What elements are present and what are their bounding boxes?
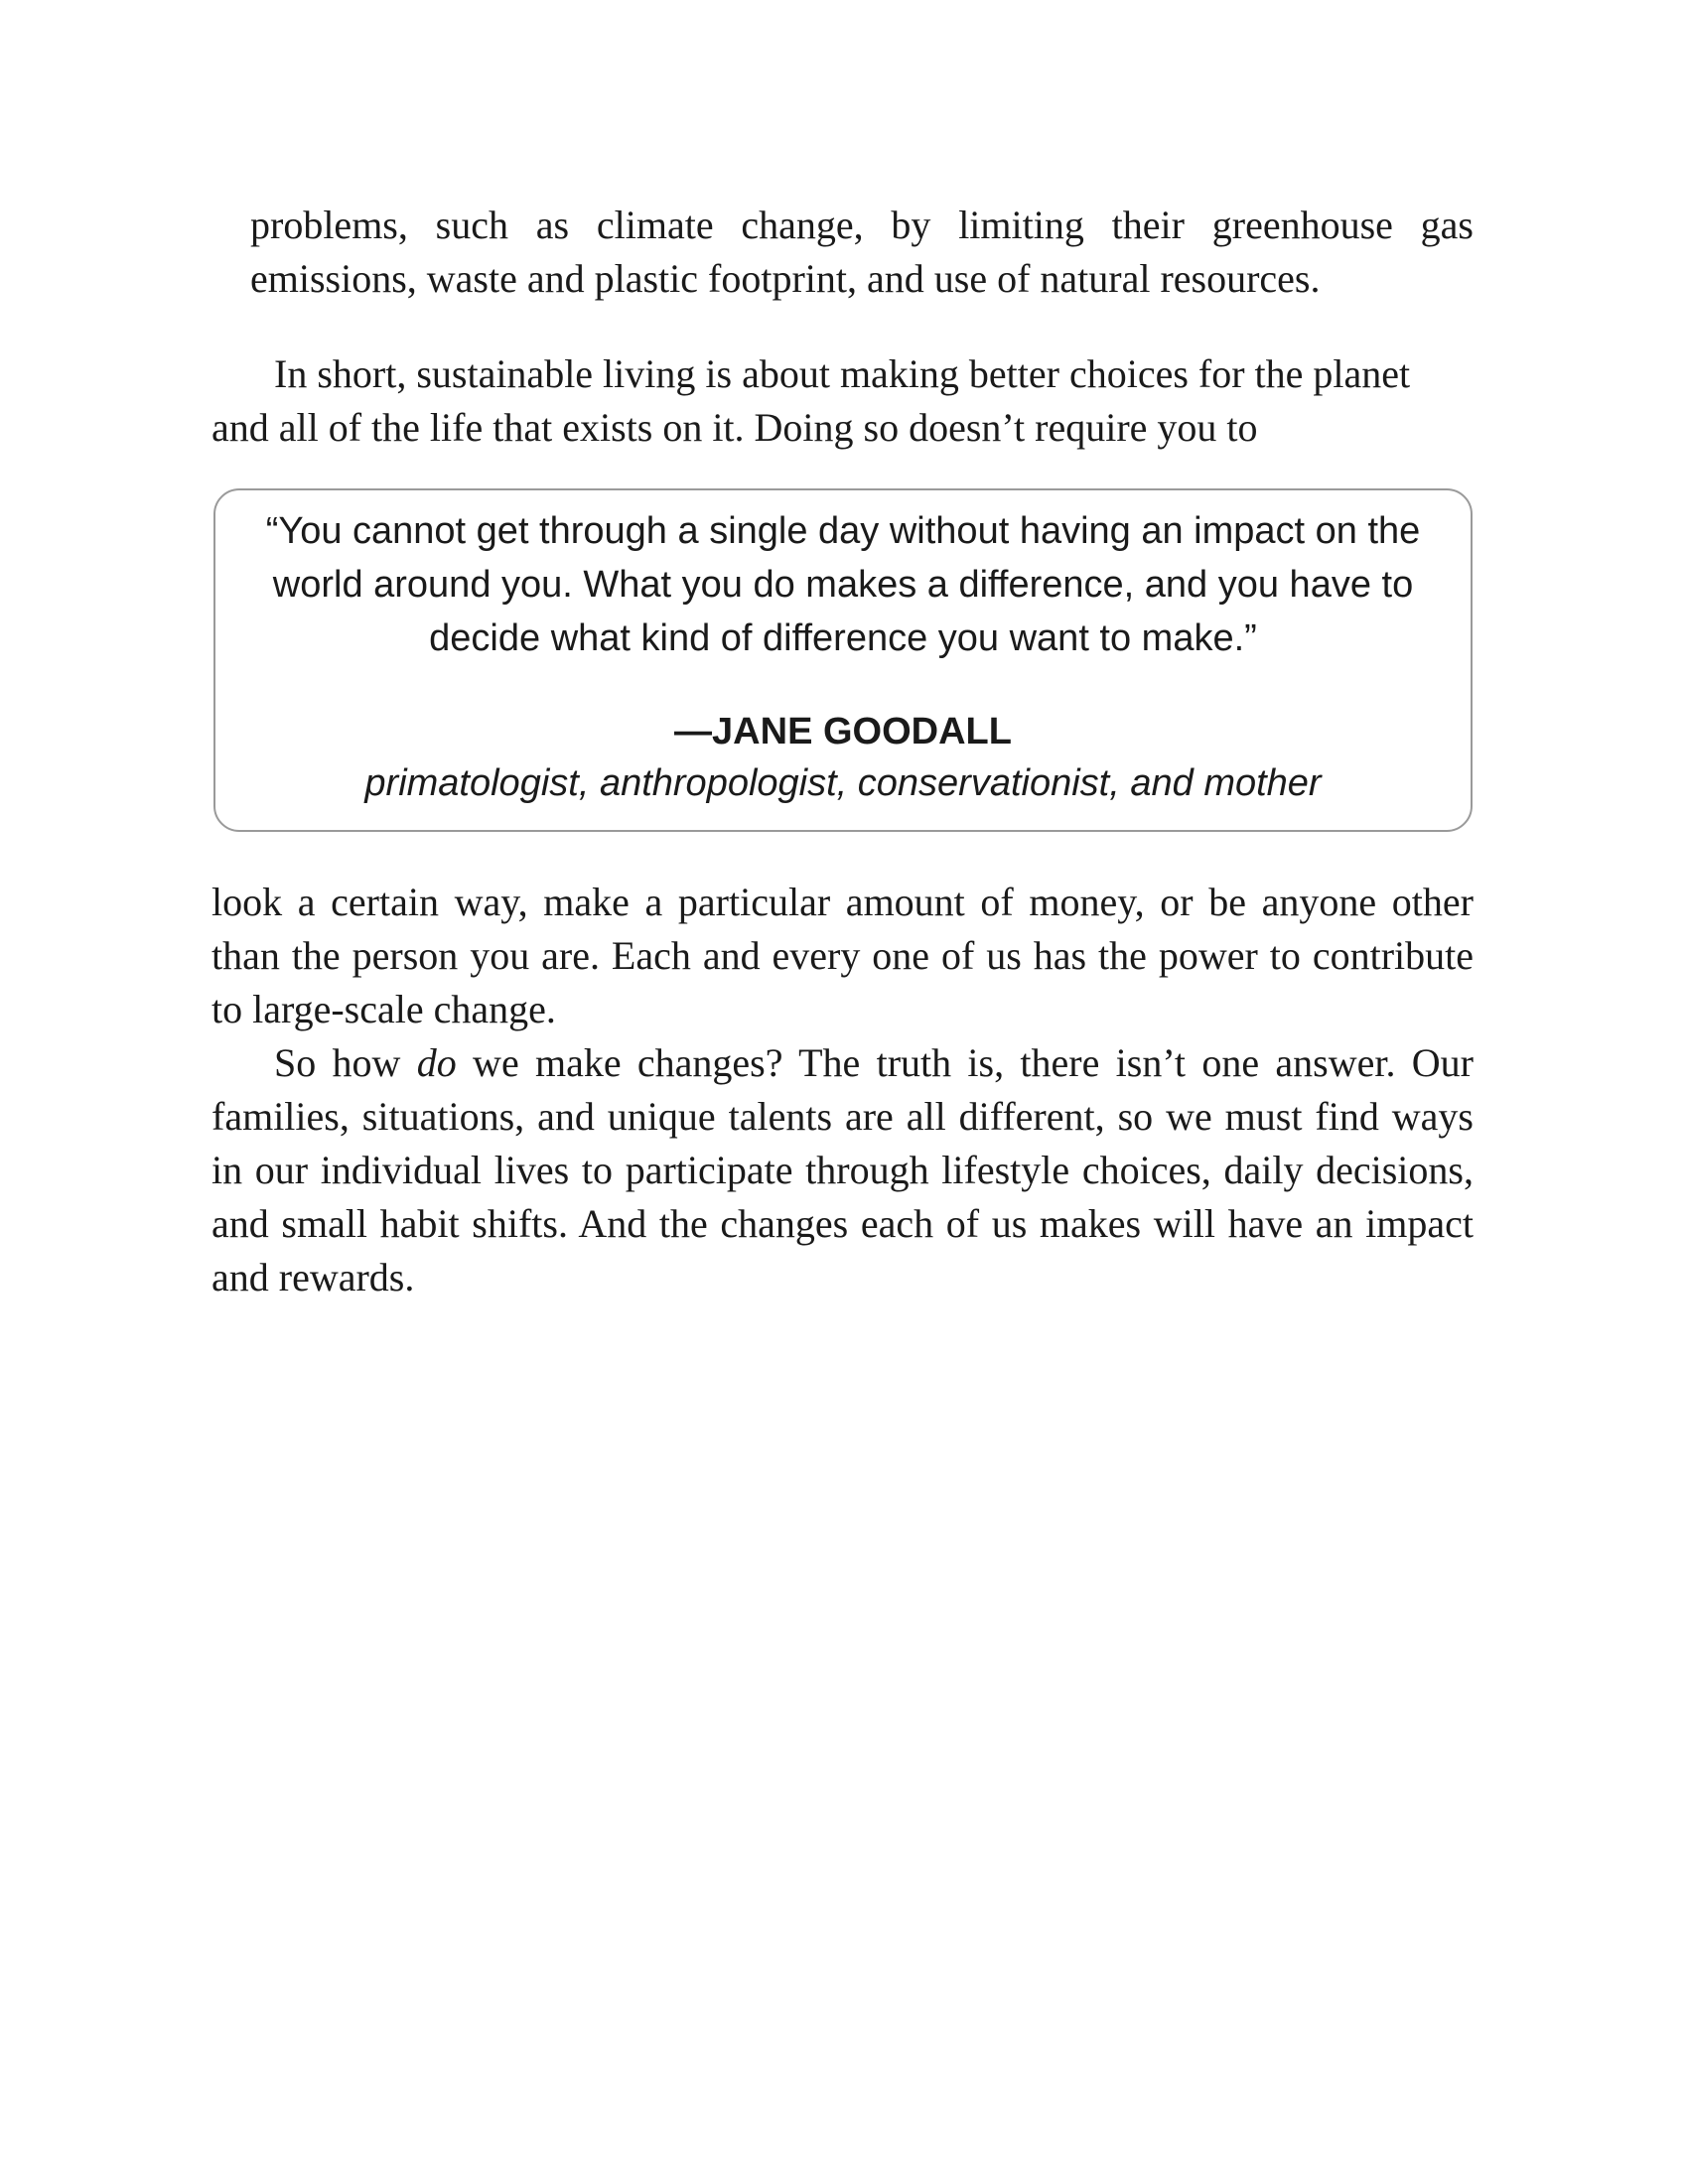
in-short-line-2: and all of the life that exists on it. Doing so doesn’t require you to	[211, 405, 1258, 450]
so-how-paragraph	[211, 1036, 1474, 1304]
quote-author: —JANE GOODALL	[674, 711, 1012, 752]
so-how-emphasis: do	[416, 1040, 457, 1085]
intro-continuation-paragraph: problems, such as climate change, by limiting their greenhouse gas emissions, waste and plastic footprint, and use of natural resources.	[250, 203, 1474, 301]
pull-quote-box	[213, 488, 1473, 832]
quote-text: “You cannot get through a single day without having an impact on the world around you. What you do makes a difference, and you have to decide what kind of difference you want to make.”	[265, 510, 1421, 659]
so-how-text-start: So how	[274, 1040, 417, 1085]
in-short-line-1: In short, sustainable living is about making better choices for the planet	[274, 351, 1411, 396]
so-how-text-end: we make changes? The truth is, there isn’t one answer. Our families, situations, and unique talents are all different, so we must find ways in our individual lives to participate through lifestyle choices, daily decisions, and small habit shifts. And the changes each of us makes will have an impact and rewards.	[211, 1040, 1474, 1299]
in-short-paragraph	[211, 347, 1474, 455]
look-paragraph: look a certain way, make a particular amount of money, or be anyone other than the person you are. Each and every one of us has the power to contribute to large-scale change.	[211, 880, 1474, 1031]
quote-author-role: primatologist, anthropologist, conservationist, and mother	[364, 762, 1322, 804]
